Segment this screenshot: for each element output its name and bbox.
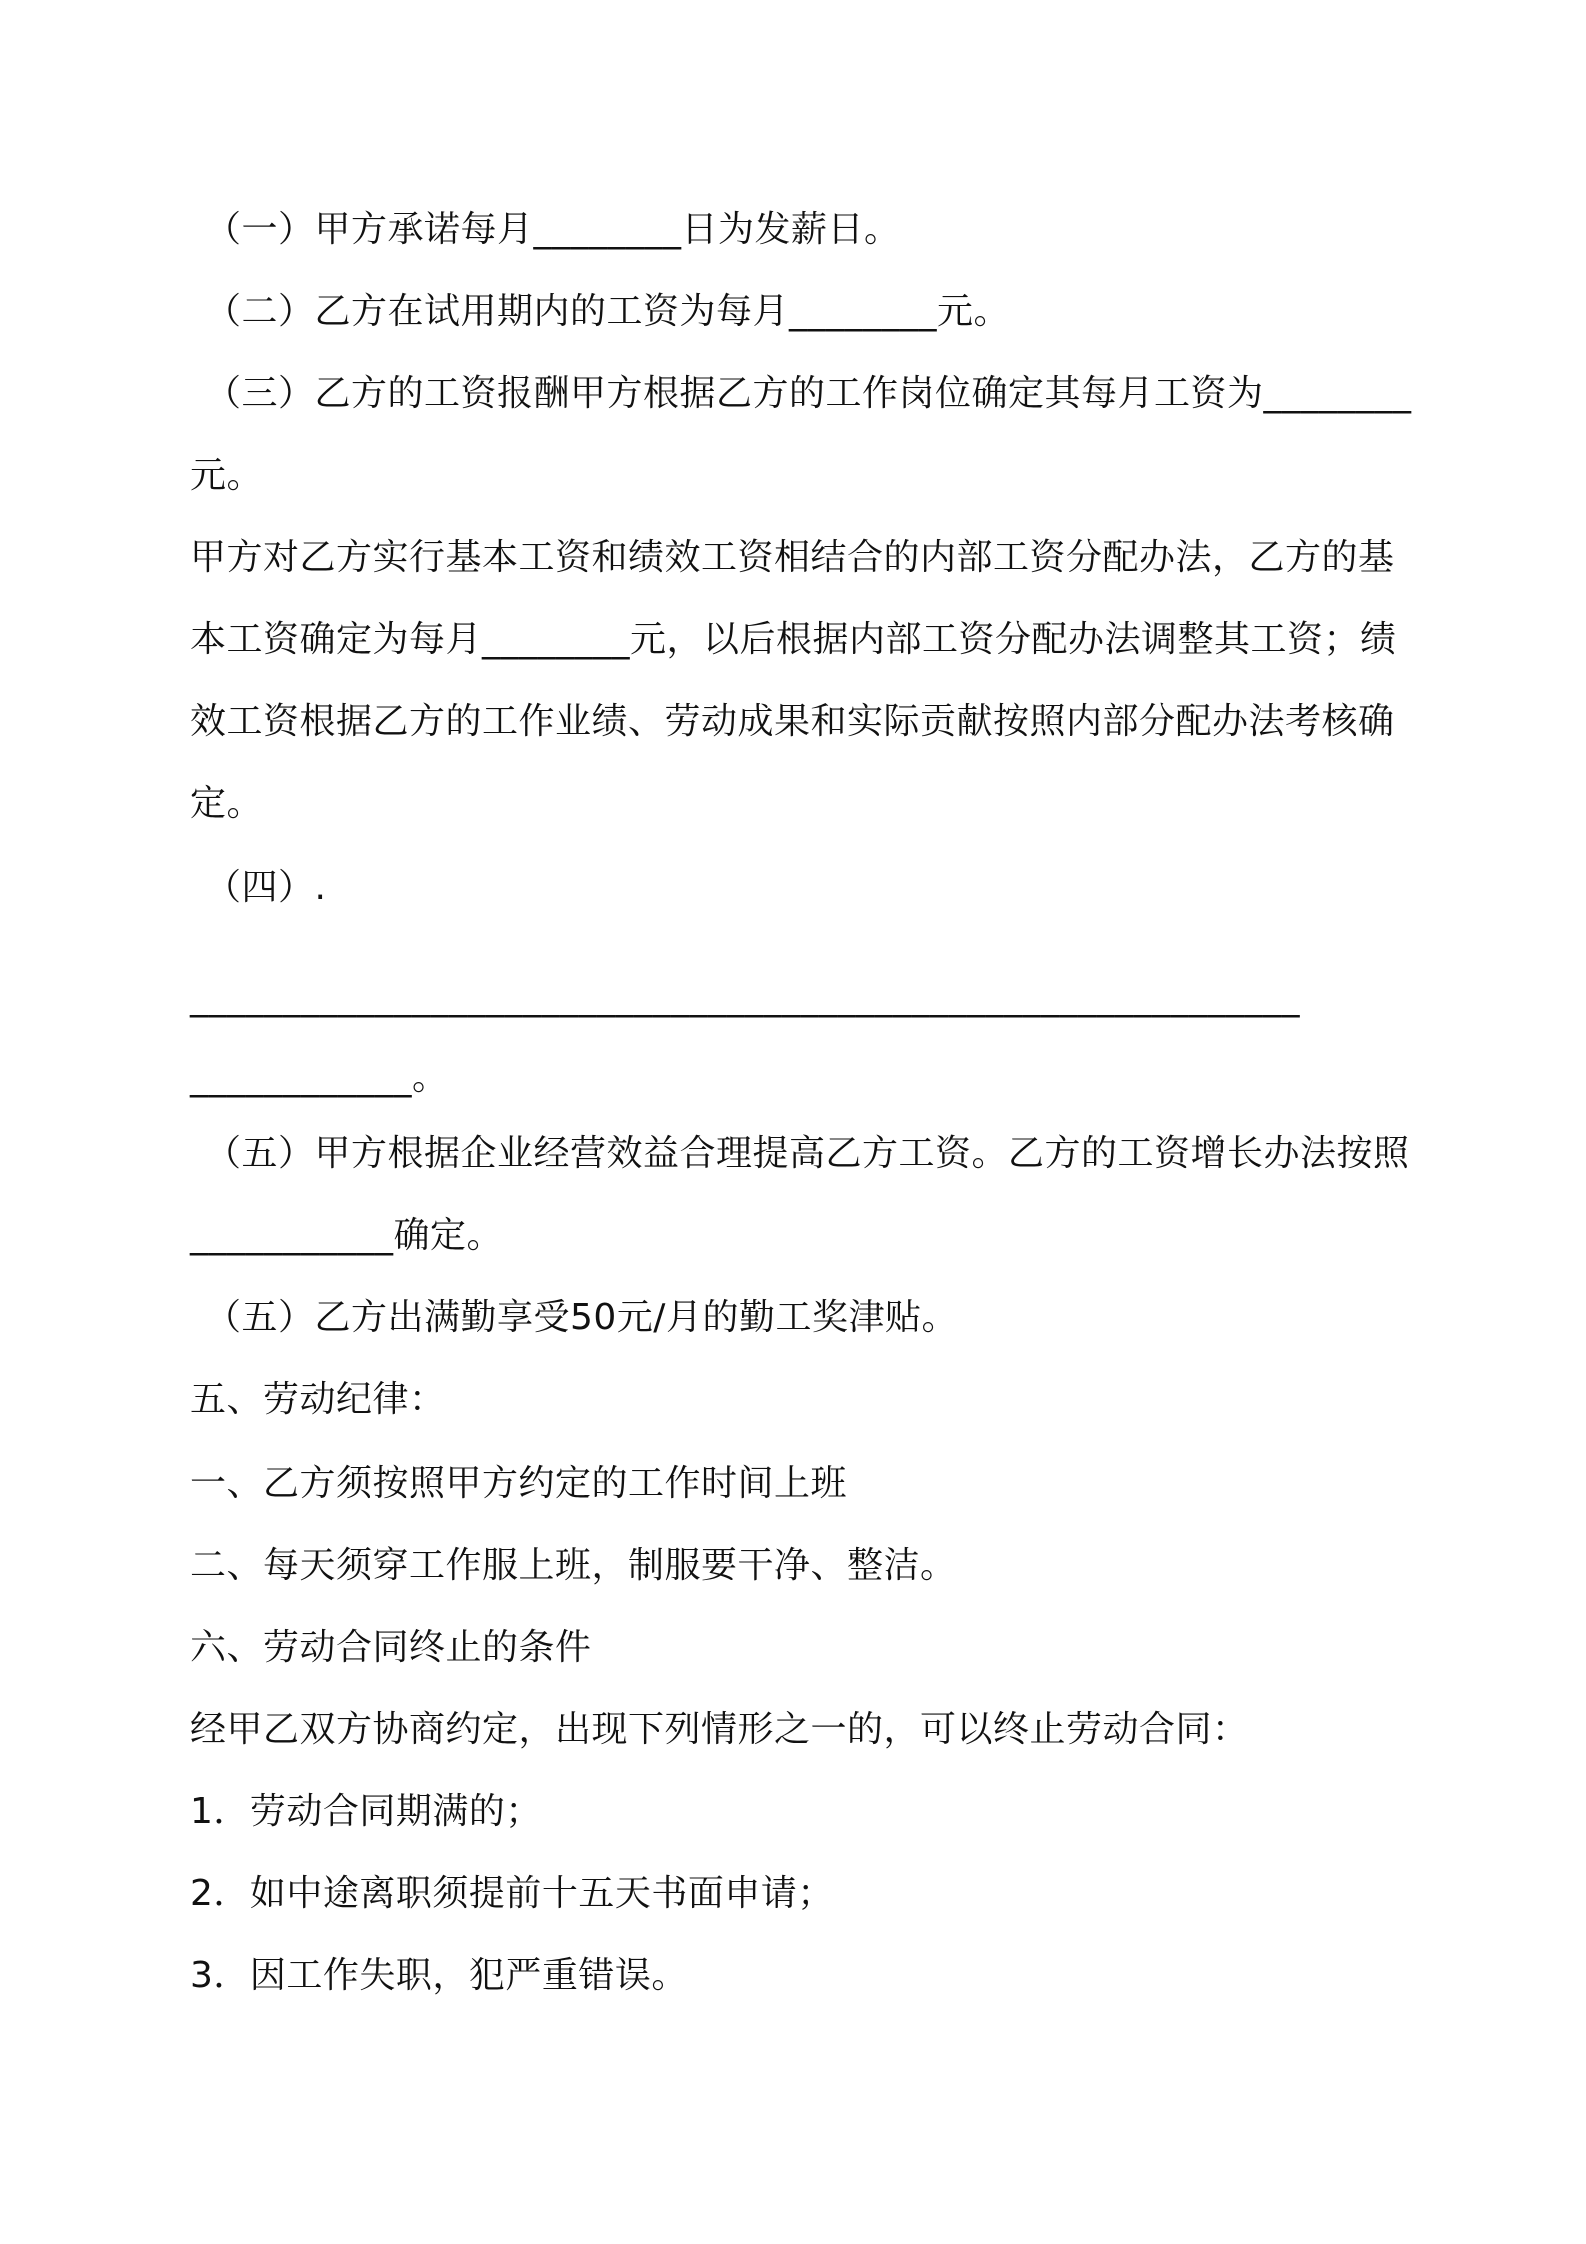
clause-5-attendance-bonus: （五）乙方出满勤享受50元/月的勤工奖津贴。 xyxy=(205,1297,958,1338)
salary-method-line-3: 效工资根据乙方的工作业绩、劳动成果和实际贡献按照内部分配办法考核确 xyxy=(190,701,1395,742)
discipline-item-2: 二、每天须穿工作服上班，制服要干净、整洁。 xyxy=(190,1545,957,1586)
termination-item-2: 2．如中途离职须提前十五天书面申请； xyxy=(190,1873,834,1914)
termination-item-3: 3．因工作失职，犯严重错误。 xyxy=(190,1955,688,1996)
salary-method-line-4: 定。 xyxy=(190,783,264,824)
clause-3-salary-line-2: 元。 xyxy=(190,455,264,496)
termination-item-1: 1．劳动合同期满的； xyxy=(190,1791,542,1832)
clause-4-blank-line-1: ____________________________________________________________ xyxy=(190,977,1300,1018)
discipline-item-1: 一、乙方须按照甲方约定的工作时间上班 xyxy=(190,1463,848,1504)
section-6-heading: 六、劳动合同终止的条件 xyxy=(190,1627,592,1668)
clause-5-raise-line-2: ___________确定。 xyxy=(190,1215,504,1256)
clause-1-payday: （一）甲方承诺每月________日为发薪日。 xyxy=(205,209,901,250)
salary-method-line-2: 本工资确定为每月________元，以后根据内部工资分配办法调整其工资；绩 xyxy=(190,619,1397,660)
salary-method-line-1: 甲方对乙方实行基本工资和绩效工资相结合的内部工资分配办法，乙方的基 xyxy=(190,537,1395,578)
clause-4-blank-line-2: ____________。 xyxy=(190,1057,449,1098)
clause-4-label: （四）. xyxy=(205,867,327,908)
section-5-heading: 五、劳动纪律： xyxy=(190,1379,446,1420)
termination-intro: 经甲乙双方协商约定，出现下列情形之一的，可以终止劳动合同： xyxy=(190,1709,1249,1750)
clause-2-probation-salary: （二）乙方在试用期内的工资为每月________元。 xyxy=(205,291,1011,332)
clause-5-raise-line-1: （五）甲方根据企业经营效益合理提高乙方工资。乙方的工资增长办法按照 xyxy=(205,1133,1410,1174)
clause-3-salary-line-1: （三）乙方的工资报酬甲方根据乙方的工作岗位确定其每月工资为________ xyxy=(205,373,1412,414)
